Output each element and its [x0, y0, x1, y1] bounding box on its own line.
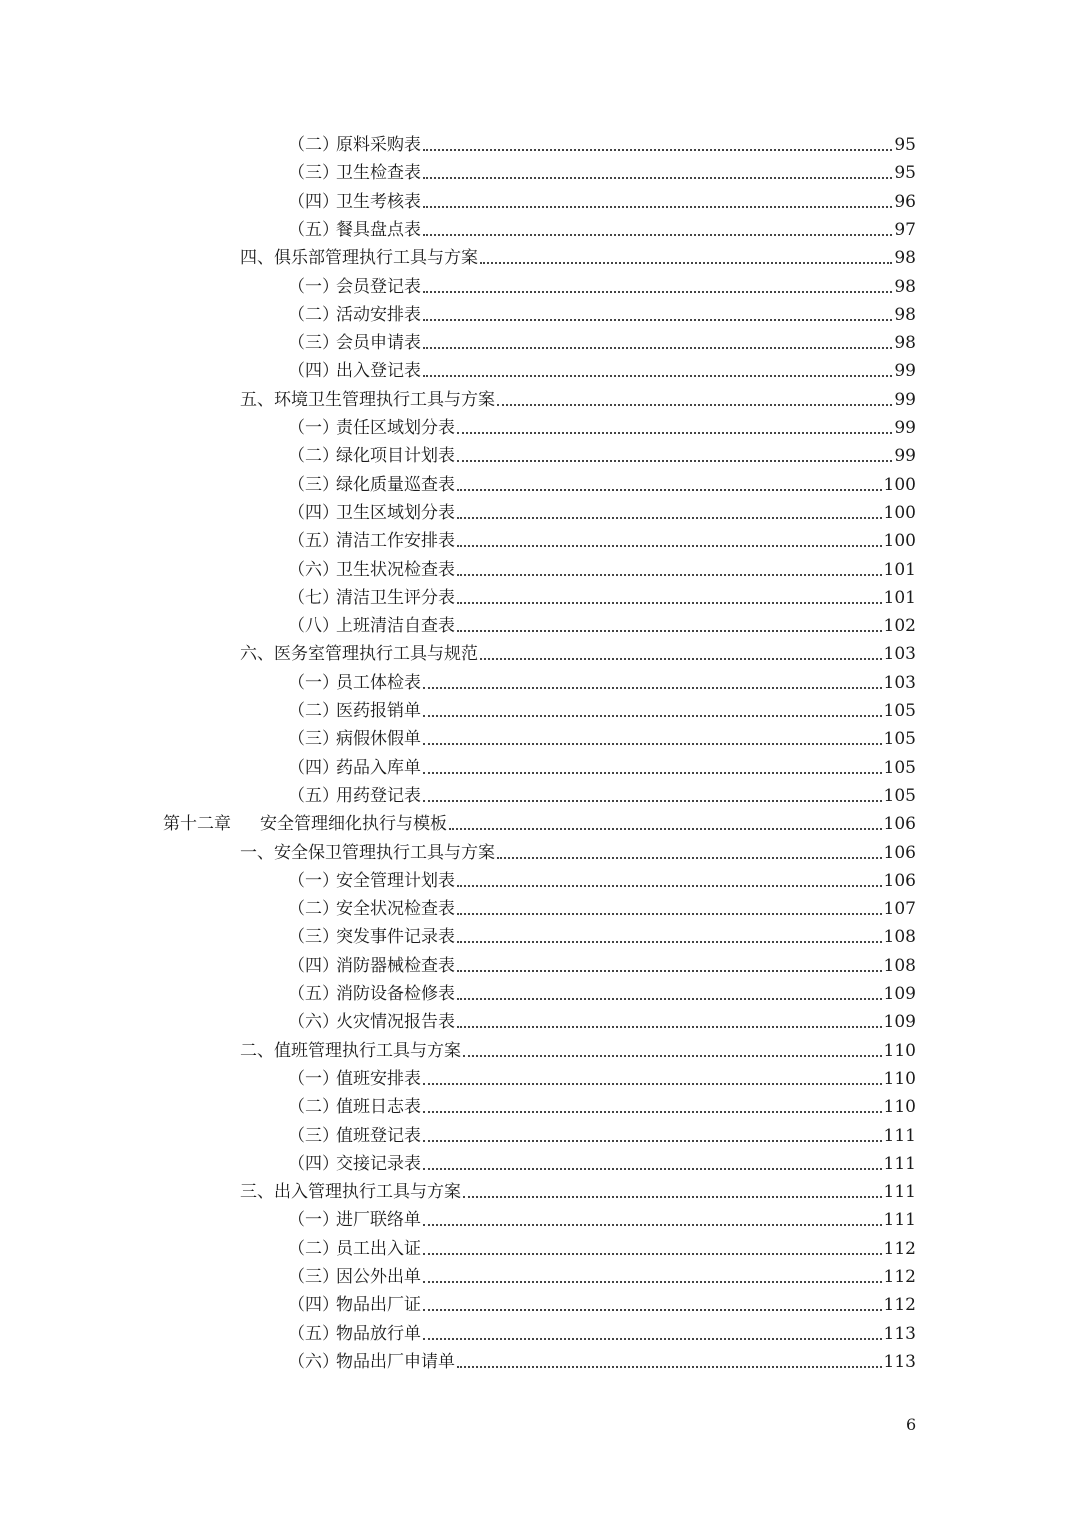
toc-entry-number: 二、 — [240, 1040, 274, 1061]
toc-entry-title: 物品出厂证 — [336, 1295, 421, 1316]
toc-entry-number: （五） — [288, 1323, 339, 1344]
toc-entry — [288, 669, 916, 697]
toc-entry-title: 卫生区域划分表 — [336, 502, 455, 523]
dot-leader — [457, 574, 882, 576]
toc-entry-page: 113 — [883, 1351, 916, 1372]
toc-entry-page: 111 — [883, 1153, 916, 1174]
dot-leader — [423, 375, 892, 377]
toc-entry-number: 六、 — [240, 644, 274, 665]
dot-leader — [457, 998, 882, 1000]
toc-entry — [288, 754, 916, 782]
toc-entry-number: 四、 — [240, 248, 274, 269]
toc-entry-page: 111 — [883, 1182, 916, 1203]
toc-entry — [288, 357, 916, 385]
dot-leader — [497, 404, 892, 406]
toc-entry — [288, 867, 916, 895]
toc-entry — [288, 414, 916, 442]
dot-leader — [423, 1253, 882, 1255]
toc-entry-number: （六） — [288, 1012, 339, 1033]
toc-entry-number: （四） — [288, 757, 339, 778]
toc-entry-page: 103 — [883, 672, 916, 693]
toc-entry-title: 进厂联络单 — [336, 1210, 421, 1231]
toc-entry — [288, 1235, 916, 1263]
dot-leader — [423, 319, 892, 321]
toc-entry-page: 112 — [883, 1267, 916, 1287]
toc-entry-number: （四） — [288, 955, 339, 976]
toc-entry — [288, 216, 916, 244]
toc-entry — [288, 471, 916, 499]
dot-leader — [423, 149, 892, 151]
toc-entry-page: 100 — [883, 474, 916, 495]
toc-entry-number: （七） — [288, 587, 339, 608]
toc-entry-number: （八） — [288, 616, 339, 637]
toc-entry-title: 值班日志表 — [336, 1097, 421, 1118]
toc-entry — [288, 329, 916, 357]
toc-entry-page: 96 — [894, 191, 916, 212]
toc-entry-page: 101 — [883, 559, 916, 580]
toc-entry-number: （一） — [288, 418, 339, 438]
toc-entry-page: 107 — [883, 899, 916, 920]
toc-entry-page: 109 — [883, 1012, 916, 1033]
toc-entry-number: （五） — [288, 984, 339, 1004]
toc-entry-title: 卫生状况检查表 — [336, 559, 455, 580]
toc-entry-page: 108 — [883, 927, 916, 948]
dot-leader — [463, 1196, 882, 1198]
dot-leader — [423, 1083, 882, 1085]
toc-entry — [288, 1206, 916, 1234]
toc-entry-number: （一） — [288, 276, 339, 297]
toc-entry-number: （二） — [288, 899, 339, 920]
dot-leader — [423, 234, 892, 236]
toc-entry-number: （二） — [288, 701, 339, 721]
toc-entry — [288, 697, 916, 725]
toc-entry-title: 值班管理执行工具与方案 — [274, 1040, 461, 1061]
dot-leader — [480, 658, 882, 660]
toc-entry — [288, 1008, 916, 1036]
dot-leader — [423, 800, 882, 802]
toc-entry-page: 100 — [883, 502, 916, 523]
dot-leader — [423, 177, 892, 179]
toc-entry — [288, 556, 916, 584]
toc-entry-page: 95 — [894, 163, 916, 184]
toc-entry-title: 上班清洁自查表 — [336, 616, 455, 637]
toc-entry-number: （一） — [288, 1068, 339, 1089]
dot-leader — [423, 687, 882, 689]
toc-entry-number: （二） — [288, 135, 339, 155]
toc-entry-title: 值班安排表 — [336, 1068, 421, 1089]
toc-entry-number: （一） — [288, 870, 339, 891]
toc-entry-page: 110 — [883, 1097, 916, 1118]
toc-entry — [288, 923, 916, 951]
toc-entry — [288, 612, 916, 640]
toc-entry-number: （五） — [288, 531, 339, 552]
dot-leader — [457, 460, 892, 462]
toc-entry-number: （四） — [288, 191, 339, 212]
toc-entry-title: 物品出厂申请单 — [336, 1351, 455, 1372]
toc-entry-page: 106 — [883, 814, 916, 835]
toc-entry-title: 物品放行单 — [336, 1323, 421, 1344]
toc-entry-title: 值班登记表 — [336, 1125, 421, 1146]
toc-entry — [240, 386, 916, 414]
toc-entry — [288, 584, 916, 612]
dot-leader — [423, 206, 892, 208]
dot-leader — [423, 1338, 882, 1340]
toc-entry-page: 112 — [883, 1238, 916, 1259]
toc-entry-page: 95 — [894, 135, 916, 155]
page-number: 6 — [906, 1415, 917, 1434]
toc-entry — [240, 640, 916, 668]
toc-entry-page: 105 — [883, 701, 916, 721]
dot-leader — [457, 545, 882, 547]
toc-entry-title: 交接记录表 — [336, 1153, 421, 1174]
dot-leader — [457, 970, 882, 972]
toc-entry-title: 消防器械检查表 — [336, 955, 455, 976]
toc-entry-title: 绿化质量巡查表 — [336, 474, 455, 495]
toc-entry-page: 98 — [894, 333, 916, 354]
toc-entry-title: 会员申请表 — [336, 333, 421, 354]
dot-leader — [423, 1309, 882, 1311]
toc-entry-page: 98 — [894, 248, 916, 269]
toc-entry-number: （三） — [288, 474, 339, 495]
dot-leader — [423, 1140, 882, 1142]
toc-entry-number: （一） — [288, 672, 339, 693]
toc-entry-title: 餐具盘点表 — [336, 219, 421, 240]
toc-entry — [240, 1037, 916, 1065]
toc-entry-page: 111 — [883, 1210, 916, 1231]
dot-leader — [457, 630, 882, 632]
toc-entry-title: 出入登记表 — [336, 361, 421, 382]
toc-entry — [288, 1263, 916, 1291]
toc-entry-page: 99 — [894, 389, 916, 410]
toc-entry-number: （六） — [288, 1351, 339, 1372]
toc-entry — [288, 1291, 916, 1319]
dot-leader — [457, 885, 882, 887]
toc-entry-title: 绿化项目计划表 — [336, 446, 455, 467]
dot-leader — [423, 1111, 882, 1113]
toc-entry-page: 110 — [883, 1068, 916, 1089]
toc-entry-title: 用药登记表 — [336, 785, 421, 806]
toc-entry-title: 安全管理细化执行与模板 — [260, 814, 447, 835]
toc-entry — [288, 895, 916, 923]
toc-entry — [288, 952, 916, 980]
toc-entry — [288, 301, 916, 329]
dot-leader — [457, 517, 882, 519]
toc-entry-title: 责任区域划分表 — [336, 418, 455, 438]
toc-entry-page: 98 — [894, 276, 916, 297]
toc-entry-title: 出入管理执行工具与方案 — [274, 1182, 461, 1203]
toc-entry-page: 109 — [883, 984, 916, 1004]
toc-entry-page: 99 — [894, 418, 916, 438]
toc-entry — [288, 980, 916, 1008]
toc-entry-title: 原料采购表 — [336, 135, 421, 155]
toc-entry-title: 安全保卫管理执行工具与方案 — [274, 842, 495, 863]
toc-entry-number: （二） — [288, 1097, 339, 1118]
toc-entry-number: （六） — [288, 559, 339, 580]
dot-leader — [423, 1224, 882, 1226]
toc-entry-title: 清洁工作安排表 — [336, 531, 455, 552]
toc-entry-title: 员工体检表 — [336, 672, 421, 693]
toc-entry — [288, 1122, 916, 1150]
toc-entry — [163, 810, 916, 838]
dot-leader — [423, 347, 892, 349]
toc-entry-page: 99 — [894, 361, 916, 382]
toc-entry-page: 108 — [883, 955, 916, 976]
toc-entry-number: （二） — [288, 1238, 339, 1259]
toc-entry — [288, 159, 916, 187]
toc-entry-number: 三、 — [240, 1182, 274, 1203]
toc-entry — [288, 1093, 916, 1121]
toc-entry — [240, 244, 916, 272]
dot-leader — [423, 1281, 882, 1283]
dot-leader — [457, 602, 882, 604]
dot-leader — [423, 715, 882, 717]
dot-leader — [457, 432, 892, 434]
toc-entry-title: 会员登记表 — [336, 276, 421, 297]
dot-leader — [457, 941, 882, 943]
toc-entry — [240, 839, 916, 867]
toc-entry-title: 环境卫生管理执行工具与方案 — [274, 389, 495, 410]
toc-entry-title: 消防设备检修表 — [336, 984, 455, 1004]
dot-leader — [480, 262, 892, 264]
toc-entry-number: （五） — [288, 219, 339, 240]
toc-entry-number: （四） — [288, 1153, 339, 1174]
toc-entry-number: （三） — [288, 333, 339, 354]
toc-entry-title: 员工出入证 — [336, 1238, 421, 1259]
toc-entry-title: 卫生检查表 — [336, 163, 421, 184]
toc-entry-title: 安全状况检查表 — [336, 899, 455, 920]
toc-entry-page: 99 — [894, 446, 916, 467]
toc-entry-number: （二） — [288, 304, 339, 325]
dot-leader — [457, 1026, 882, 1028]
toc-entry-title: 医务室管理执行工具与规范 — [274, 644, 478, 665]
toc-entry-number: （三） — [288, 163, 339, 184]
toc-entry-page: 103 — [883, 644, 916, 665]
toc-entry — [288, 527, 916, 555]
toc-entry — [288, 131, 916, 159]
dot-leader — [423, 743, 882, 745]
dot-leader — [423, 772, 882, 774]
toc-entry-number: （二） — [288, 446, 339, 467]
toc-entry-number: （三） — [288, 1125, 339, 1146]
toc-entry-page: 110 — [883, 1040, 916, 1061]
toc-entry — [288, 725, 916, 753]
dot-leader — [457, 913, 882, 915]
toc-entry-number: （四） — [288, 361, 339, 382]
dot-leader — [423, 291, 892, 293]
toc-entry-title: 药品入库单 — [336, 757, 421, 778]
toc-entry-title: 清洁卫生评分表 — [336, 587, 455, 608]
toc-entry-number: （五） — [288, 785, 339, 806]
toc-entry-title: 医药报销单 — [336, 701, 421, 721]
toc-entry-page: 105 — [883, 785, 916, 806]
toc-entry-number: （四） — [288, 502, 339, 523]
toc-entry-title: 病假休假单 — [336, 729, 421, 750]
dot-leader — [457, 489, 882, 491]
toc-entry-title: 安全管理计划表 — [336, 870, 455, 891]
toc-entry-page: 100 — [883, 531, 916, 552]
toc-entry-number: （三） — [288, 1267, 339, 1287]
toc-entry-page: 97 — [894, 219, 916, 240]
toc-entry-page: 113 — [883, 1323, 916, 1344]
toc-entry-number: （一） — [288, 1210, 339, 1231]
toc-entry-number: （四） — [288, 1295, 339, 1316]
toc-entry-page: 111 — [883, 1125, 916, 1146]
toc-entry — [288, 1065, 916, 1093]
toc-entry — [288, 442, 916, 470]
dot-leader — [423, 1168, 882, 1170]
dot-leader — [457, 1366, 882, 1368]
toc-entry-title: 火灾情况报告表 — [336, 1012, 455, 1033]
toc-entry-title: 卫生考核表 — [336, 191, 421, 212]
toc-entry — [240, 1178, 916, 1206]
toc-entry-page: 112 — [883, 1295, 916, 1316]
dot-leader — [463, 1055, 882, 1057]
toc-entry-page: 102 — [883, 616, 916, 637]
toc-entry — [288, 273, 916, 301]
toc-entry-page: 101 — [883, 587, 916, 608]
toc-entry-number: 五、 — [240, 389, 274, 410]
toc-entry-title: 活动安排表 — [336, 304, 421, 325]
toc-entry-title: 俱乐部管理执行工具与方案 — [274, 248, 478, 269]
dot-leader — [497, 857, 882, 859]
toc-entry-number: 第十二章 — [163, 814, 231, 835]
toc-entry-page: 106 — [883, 870, 916, 891]
toc-entry-page: 105 — [883, 729, 916, 750]
dot-leader — [449, 828, 882, 830]
toc-entry — [288, 1320, 916, 1348]
toc-entry — [288, 1150, 916, 1178]
toc-entry-title: 突发事件记录表 — [336, 927, 455, 948]
toc-entry-page: 105 — [883, 757, 916, 778]
toc-entry-page: 98 — [894, 304, 916, 325]
toc-entry — [288, 1348, 916, 1376]
toc-entry-number: （三） — [288, 729, 339, 750]
toc-entry-number: 一、 — [240, 842, 274, 863]
toc-entry — [288, 188, 916, 216]
toc-entry-title: 因公外出单 — [336, 1267, 421, 1287]
toc-entry — [288, 782, 916, 810]
toc-entry — [288, 499, 916, 527]
toc-entry-number: （三） — [288, 927, 339, 948]
toc-entry-page: 106 — [883, 842, 916, 863]
